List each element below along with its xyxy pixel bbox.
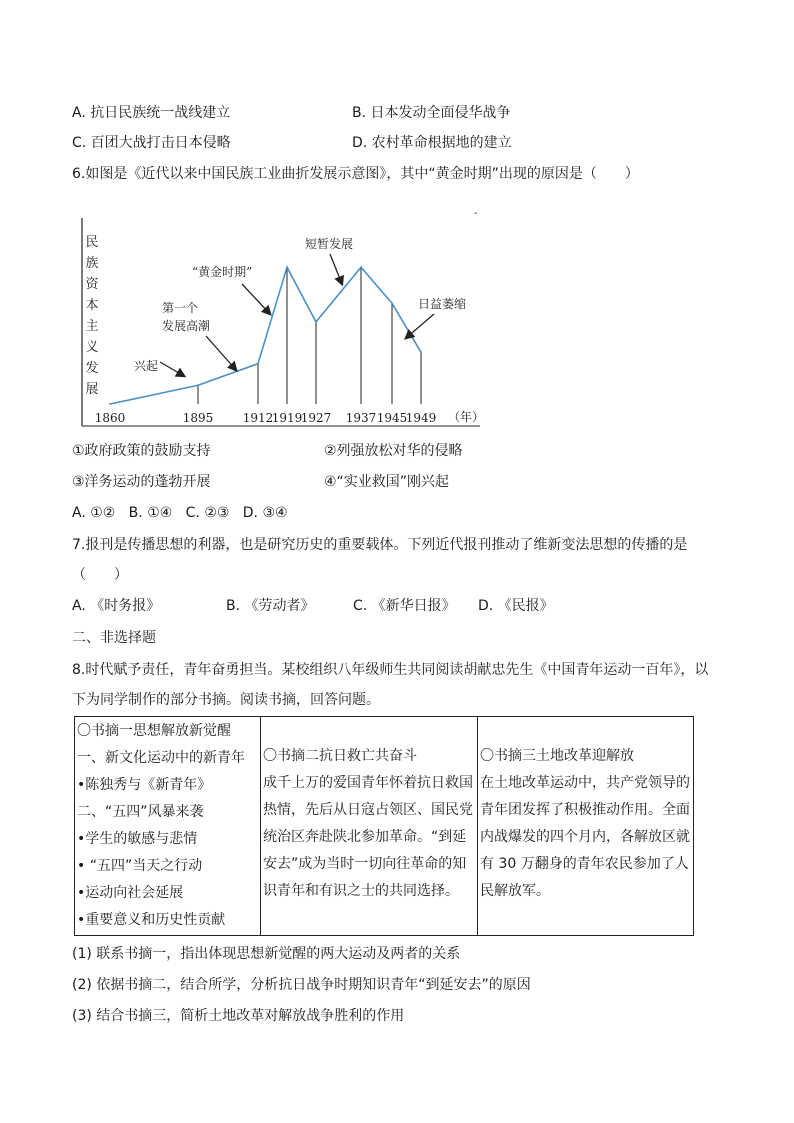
industry-development-chart — [72, 204, 484, 432]
q6-item-1: ①政府政策的鼓励支持 — [72, 443, 211, 459]
q8-stem-line2: 下为同学制作的部分书摘。阅读书摘，回答问题。 — [72, 692, 380, 708]
data-point-1860 — [109, 403, 111, 405]
excerpt-1-line: 一、新文化运动中的新青年 — [77, 750, 245, 766]
q8-subquestion-3: (3) 结合书摘三，简析土地改革对解放战争胜利的作用 — [72, 1008, 405, 1024]
q7-option-b: B. 《劳动者》 — [226, 598, 315, 614]
q5-option-c: C. 百团大战打击日本侵略 — [72, 135, 231, 151]
data-point-1949 — [420, 351, 422, 353]
excerpt-1-cell — [75, 717, 261, 936]
q7-stem: 7.报刊是传播思想的利器，也是研究历史的重要载体。下列近代报刊推动了维新变法思想的传播的是 — [72, 537, 688, 553]
excerpt-2-line: 统治区奔赴陕北参加革命。“到延 — [263, 829, 467, 845]
excerpt-2-line: 安去”成为当时一切向往革命的知 — [263, 856, 467, 872]
q7-option-a: A. 《时务报》 — [72, 598, 161, 614]
excerpt-1-line: 二、“五四”风暴来袭 — [77, 804, 204, 820]
data-point-1927 — [315, 321, 317, 323]
excerpt-3-line: 内战爆发的四个月内，各解放区就 — [480, 829, 690, 845]
q5-option-b: B. 日本发动全面侵华战争 — [352, 105, 511, 121]
arrow-golden-age — [242, 284, 270, 314]
excerpt-3-line: 青年团发挥了积极推动作用。全面 — [480, 802, 690, 818]
data-point-1912 — [257, 363, 259, 365]
data-point-1919 — [286, 266, 288, 268]
x-tick-1927: 1927 — [300, 411, 332, 425]
data-point-1945 — [391, 302, 393, 304]
excerpt-3-title: 〇书摘三土地改革迎解放 — [480, 748, 634, 764]
q6-item-4: ④“实业救国”刚兴起 — [324, 474, 450, 490]
q5-option-d: D. 农村革命根据地的建立 — [352, 135, 512, 151]
y-axis-label: 民族资本主义发展 — [85, 235, 99, 397]
q8-subquestion-2: (2) 依据书摘二，结合所学，分析抗日战争时期知识青年“到延安去”的原因 — [72, 977, 531, 993]
x-tick-1895: 1895 — [182, 411, 214, 425]
q8-stem-line1: 8.时代赋予责任，青年奋勇担当。某校组织八年级师生共同阅读胡献忠先生《中国青年运动一百年》，以 — [72, 662, 709, 678]
q6-item-3: ③洋务运动的蓬勃开展 — [72, 474, 211, 490]
annotation-rise: 兴起 — [134, 359, 159, 373]
annotation-first-peak-2: 发展高潮 — [162, 319, 211, 333]
q7-paren: （ ） — [72, 567, 128, 583]
q7-option-d: D. 《民报》 — [478, 598, 554, 614]
excerpt-1-line: •陈独秀与《新青年》 — [77, 777, 212, 793]
annotation-first-peak-1: 第一个 — [162, 301, 199, 315]
arrow-decline — [406, 314, 434, 338]
excerpt-2-line: 成千上万的爱国青年怀着抗日救国 — [263, 775, 473, 791]
q6-stem: 6.如图是《近代以来中国民族工业曲折发展示意图》，其中“黄金时期”出现的原因是（ ） — [72, 166, 639, 182]
x-tick-1945: 1945 — [376, 411, 408, 425]
x-tick-1860: 1860 — [94, 411, 126, 425]
excerpt-table — [74, 716, 694, 936]
excerpt-1-line: •学生的敏感与悲情 — [77, 831, 198, 847]
section-heading: 二、非选择题 — [72, 630, 156, 646]
x-tick-1937: 1937 — [345, 411, 377, 425]
excerpt-2-line: 识青年和有识之士的共同选择。 — [263, 883, 459, 899]
excerpt-1-line: • “五四”当天之行动 — [77, 858, 203, 874]
x-tick-1919: 1919 — [271, 411, 303, 425]
annotation-decline: 日益萎缩 — [418, 297, 467, 311]
excerpt-1-line: •运动向社会延展 — [77, 885, 184, 901]
q8-subquestion-1: (1) 联系书摘一，指出体现思想新觉醒的两大运动及两者的关系 — [72, 946, 461, 962]
excerpt-2-line: 热情，先后从日寇占领区、国民党 — [263, 802, 473, 818]
x-tick-1949: 1949 — [405, 411, 437, 425]
data-point-1937 — [360, 266, 362, 268]
corner-mark: - — [474, 208, 478, 219]
excerpt-1-line: •重要意义和历史性贡献 — [77, 912, 226, 928]
q6-choices: A. ①② B. ①④ C. ②③ D. ③④ — [72, 505, 288, 521]
arrow-first-peak — [206, 336, 236, 370]
q7-option-c: C. 《新华日报》 — [353, 598, 456, 614]
data-point-1895 — [197, 384, 199, 386]
arrow-rise — [160, 362, 184, 376]
excerpt-1-title: 〇书摘一思想解放新觉醒 — [77, 723, 231, 739]
x-tick-1912: 1912 — [242, 411, 274, 425]
q6-item-2: ②列强放松对华的侵略 — [324, 443, 463, 459]
x-axis-unit-label: （年） — [448, 410, 484, 424]
excerpt-3-line: 在土地改革运动中，共产党领导的 — [480, 775, 690, 791]
excerpt-3-line: 有 30 万翻身的青年农民参加了人 — [480, 856, 689, 872]
annotation-golden-age: “黄金时期” — [192, 265, 253, 279]
excerpt-3-cell — [478, 717, 694, 936]
series-line — [110, 267, 421, 404]
excerpt-2-cell — [261, 717, 478, 936]
annotation-brief-growth: 短暂发展 — [305, 237, 354, 251]
arrow-brief-growth — [330, 254, 342, 284]
q5-option-a: A. 抗日民族统一战线建立 — [72, 105, 231, 121]
excerpt-3-line: 民解放军。 — [480, 883, 550, 899]
excerpt-2-title: 〇书摘二抗日救亡共奋斗 — [263, 748, 417, 764]
